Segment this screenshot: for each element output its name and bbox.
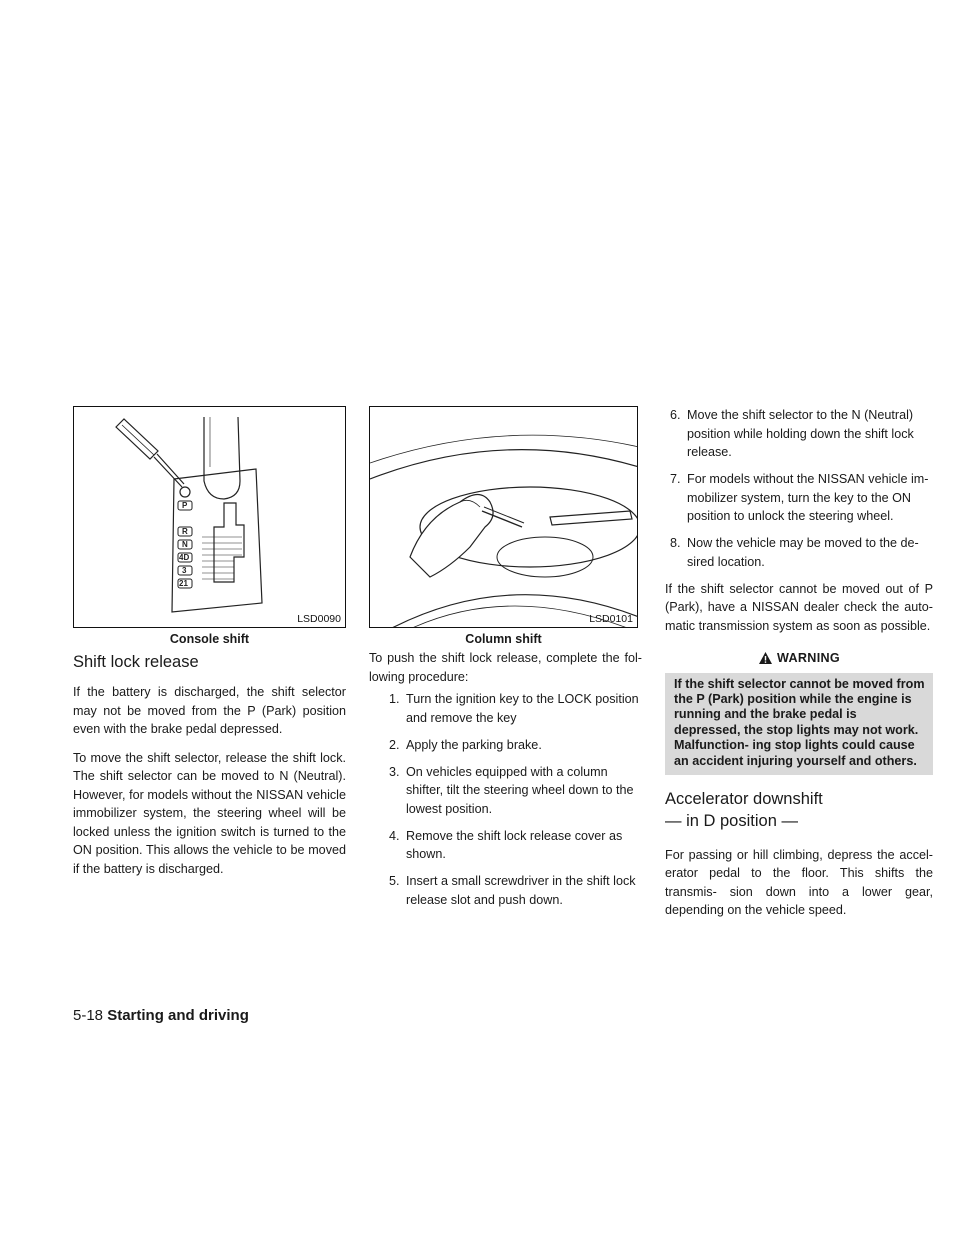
section-heading: Shift lock release — [73, 653, 199, 671]
right-column — [665, 406, 933, 930]
figure-code: LSD0090 — [297, 613, 341, 625]
list-item — [369, 690, 642, 727]
step-text: Remove the shift lock release cover as shown. — [406, 828, 623, 861]
list-item — [369, 827, 642, 864]
screwdriver-icon — [116, 419, 184, 487]
step-text: Apply the parking brake. — [406, 737, 542, 752]
step-number: 7. — [670, 472, 681, 486]
figure-console-shift — [73, 406, 346, 628]
section-heading-line: Accelerator downshift — [665, 789, 823, 808]
paragraph: For passing or hill climbing, depress the accel- erator pedal to the floor. This shifts the transmis- sion down into a lower gear, depending on the vehicle speed. — [665, 847, 933, 918]
step-number: 6. — [670, 408, 681, 422]
list-item — [665, 470, 933, 526]
page-footer — [73, 1007, 249, 1024]
step-text: Turn the ignition key to the LOCK position and remove the key — [406, 692, 639, 725]
step-text: Insert a small screwdriver in the shift lock release slot and push down. — [406, 874, 636, 907]
figure-column-shift — [369, 406, 638, 628]
procedure-intro: To push the shift lock release, complete the fol- lowing procedure: — [369, 651, 642, 684]
section-heading-subline: — in D position — — [665, 811, 798, 830]
section-heading — [665, 788, 933, 832]
procedure-steps-continued — [665, 406, 933, 571]
step-number: 1. — [389, 692, 400, 706]
list-item — [369, 763, 642, 819]
middle-column — [369, 649, 642, 918]
page-number: 5-18 — [73, 1007, 104, 1024]
step-text: On vehicles equipped with a column shifter, tilt the steering wheel down to the lowest position. — [406, 764, 634, 816]
step-text: For models without the NISSAN vehicle im- mobilizer system, turn the key to the ON position to unlock the steering wheel. — [687, 472, 929, 523]
step-number: 8. — [670, 536, 681, 550]
figure-caption: Console shift — [169, 632, 250, 646]
step-number: 4. — [389, 828, 400, 843]
console-shift-illustration — [74, 407, 346, 628]
gear-label-3: 3 — [182, 566, 187, 575]
warning-triangle-icon — [758, 651, 773, 665]
gear-label-4d: 4D — [179, 553, 190, 562]
figure-caption: Column shift — [465, 632, 542, 646]
hand-icon — [410, 495, 493, 578]
warning-box: If the shift selector cannot be moved from the P (Park) position while the engine is running and the brake pedal is depressed, the stop lights may not work. Malfunction- ing stop lights could cause an accident injuring yourself and others. — [665, 673, 933, 775]
list-item — [665, 534, 933, 571]
list-item — [369, 736, 642, 755]
gear-label-21: 21 — [179, 579, 188, 588]
step-text: Move the shift selector to the N (Neutral) position while holding down the shift lock release. — [687, 408, 914, 459]
gear-label-r: R — [182, 527, 188, 536]
step-number: 3. — [389, 764, 400, 779]
step-text: Now the vehicle may be moved to the de- sired location. — [687, 536, 919, 569]
column-shift-illustration — [370, 407, 638, 628]
paragraph: If the shift selector cannot be moved out of P (Park), have a NISSAN dealer check the auto- matic transmission system as soon as possible. — [665, 581, 933, 633]
procedure-steps — [369, 690, 642, 909]
step-number: 2. — [389, 737, 400, 752]
step-number: 5. — [389, 874, 400, 888]
paragraph: If the battery is discharged, the shift selector may not be moved from the P (Park) position even with the brake pedal depressed. — [73, 685, 346, 736]
list-item — [369, 872, 642, 909]
warning-title: WARNING — [777, 651, 840, 665]
chapter-title: Starting and driving — [107, 1007, 249, 1024]
figure-code: LSD0101 — [589, 613, 633, 625]
paragraph: To move the shift selector, release the shift lock. The shift selector can be moved to N (Neutral). However, for models without the NISSAN vehicle immobilizer system, the steering wheel will be locked unless the ignition switch is turned to the ON position. This allows the vehicle to be moved if the battery is discharged. — [73, 750, 346, 876]
left-column — [73, 652, 346, 888]
gear-label-p: P — [182, 501, 188, 510]
gear-label-n: N — [182, 540, 188, 549]
warning-heading — [665, 649, 933, 668]
list-item — [665, 406, 933, 462]
